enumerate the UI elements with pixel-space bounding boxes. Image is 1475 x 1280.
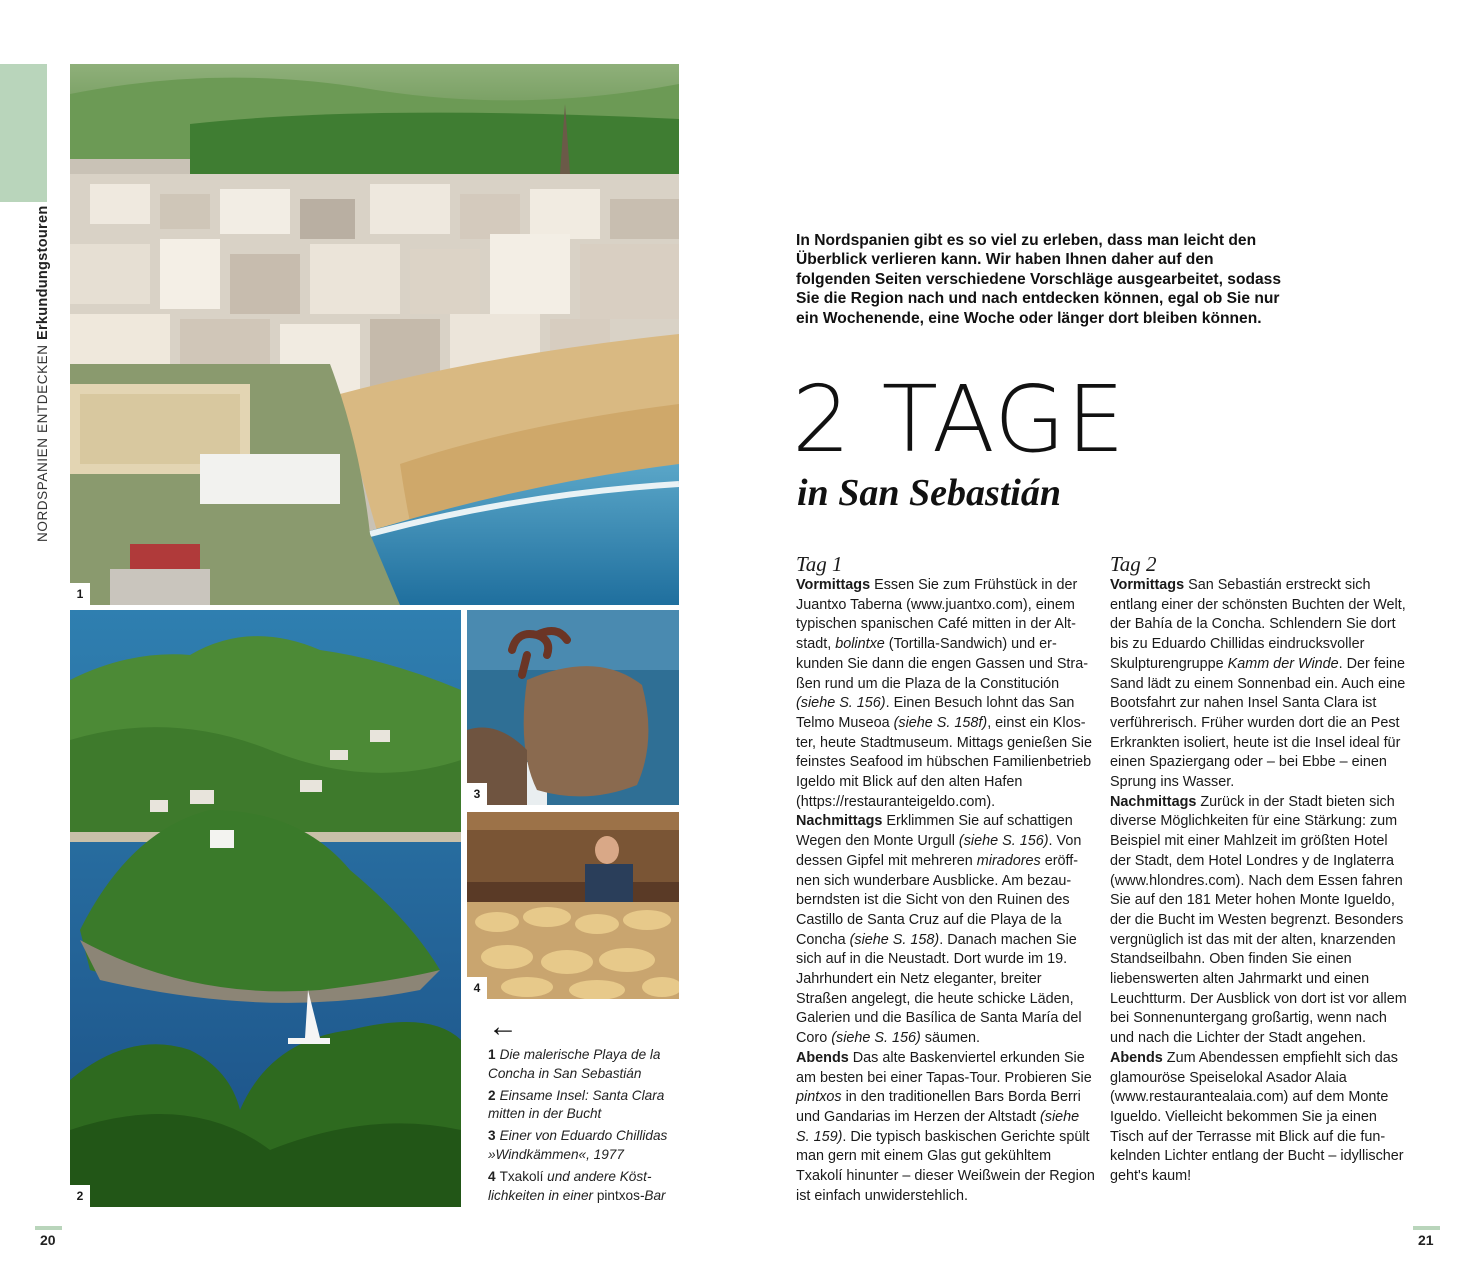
day-2-morning: Vormittags San Sebastián erstreckt sich entlang einer der schönsten Buchten der Welt, der Bahía de la Concha. Schlendern Sie dort bis zu Eduardo Chillidas eindrucksvoller Skulpturengruppe Kamm der Winde. Der feine Sand lädt zu einem Sonnenbad ein. Auch eine Bootsfahrt zur nahen Insel Santa Clara ist verführerisch. Früher wurden dort die an Pest Erkrankten isoliert, heute ist die Insel ideal für einen Spaziergang oder – bei Ebbe – einen Sprung ins Wasser. xyxy=(1110,577,1406,791)
arrow-left-icon: ← xyxy=(488,1010,518,1043)
photo-number-2: 2 xyxy=(70,1185,90,1207)
photo-santa-clara-island xyxy=(70,610,461,1207)
caption-3: 3 Einer von Eduardo Chillidas »Windkämmen«, 1977 xyxy=(488,1128,668,1162)
photo-number-3: 3 xyxy=(467,783,487,805)
photo-windkamm-sculpture xyxy=(467,610,679,805)
page-number-right: 21 xyxy=(1418,1232,1434,1248)
photo-playa-de-la-concha xyxy=(70,64,679,605)
page-number-left: 20 xyxy=(40,1232,56,1248)
page-marker-right xyxy=(1413,1226,1440,1230)
chapter-label: Erkundungstouren xyxy=(35,205,51,341)
caption-4: 4 Txakolí und andere Köstlichkeiten in einer pintxos-Bar xyxy=(488,1168,666,1203)
day-2-afternoon: Nachmittags Zurück in der Stadt bieten sich diverse Möglichkeiten für eine Stärkung: zum Beispiel mit einer Mahlzeit im größten Hotel der Stadt, dem Hotel Londres y de Inglaterra (www.hlondres.com). Nach dem Essen fahren Sie auf den 181 Meter hohen Monte Igueldo, der die Bucht im Westen begrenzt. Besonders vergnüglich ist das mit der alten, knarzenden Standseilbahn. Oben finden Sie einen liebenswerten alten Jahrmarkt und einen Leuchtturm. Der Ausblick von dort ist vor allem bei Sonnenuntergang großartig, wenn nach und nach die Lichter der Stadt angehen. xyxy=(1110,793,1407,1047)
page-marker-left xyxy=(35,1226,62,1230)
photo-number-1: 1 xyxy=(70,583,90,605)
chapter-tab xyxy=(0,64,47,202)
day-2-title: Tag 2 xyxy=(1110,552,1157,576)
day-1-title: Tag 1 xyxy=(796,552,843,576)
day-1-evening: Abends Das alte Baskenviertel erkunden Sie am besten bei einer Tapas-Tour. Probieren Sie pintxos in den traditionellen Bars Borda Berri und Gandarias im Herzen der Altstadt (siehe S. 159). Die typisch baskischen Gerichte spült man gern mit einem Glas gut gekühltem Txakolí hinunter – dieser Weißwein der Region ist einfach unwiderstehlich. xyxy=(796,1049,1095,1204)
day-1-afternoon: Nachmittags Erklimmen Sie auf schattigen Wegen den Monte Urgull (siehe S. 156). Von dessen Gipfel mit mehreren miradores eröffnen sich wunderbare Ausblicke. Am bezauberndsten ist die Sicht von den Ruinen des Castillo de Santa Cruz auf die Playa de la Concha (siehe S. 158). Danach machen Sie sich auf in die Neustadt. Dort wurde im 19. Jahrhundert ein Netz eleganter, breiter Straßen angelegt, die heute schicke Läden, Galerien und die Basílica de Santa María del Coro (siehe S. 156) säumen. xyxy=(796,813,1082,1047)
caption-1: 1 Die malerische Playa de la Concha in San Sebastián xyxy=(488,1047,661,1081)
page-subtitle: in San Sebastián xyxy=(797,472,1061,514)
photo-captions xyxy=(488,1046,684,1208)
day-2-evening: Abends Zum Abendessen empfiehlt sich das glamouröse Speiselokal Asador Alaia (www.restaurantealaia.com) auf dem Monte Igueldo. Vielleicht bekommen Sie ja einen Tisch auf der Terrasse mit Blick auf die funkelnden Lichter entlang der Bucht – idyllischer geht's kaum! xyxy=(1110,1049,1404,1185)
caption-2: 2 Einsame Insel: Santa Clara mitten in der Bucht xyxy=(488,1087,665,1122)
photo-pintxos-bar xyxy=(467,812,679,999)
day-2-column xyxy=(1110,552,1410,1187)
page-title: 2 TAGE xyxy=(792,366,1126,473)
day-1-morning: Vormittags Essen Sie zum Frühstück in der Juantxo Taberna (www.juantxo.com), einem typischen spanischen Café mitten in der Altstadt, bolintxe (Tortilla-Sandwich) und erkunden Sie dann die engen Gassen und Straßen rund um die Plaza de la Constitución (siehe S. 156). Einen Besuch lohnt das San Telmo Museoa (siehe S. 158f), einst ein Kloster, heute Stadtmuseum. Mittags genießen Sie feinstes Seafood im hübschen Familienbetrieb Igeldo mit Blick auf den alten Hafen (https://restauranteigeldo.com). xyxy=(796,577,1092,810)
photo-number-4: 4 xyxy=(467,977,487,999)
day-1-column xyxy=(796,552,1096,1207)
section-label: NORDSPANIEN ENTDECKEN xyxy=(35,344,50,542)
intro-paragraph: In Nordspanien gibt es so viel zu erleben, dass man leicht den Überblick verlieren kann. Wir haben Ihnen daher auf den folgenden Seiten verschiedene Vorschläge ausgearbeitet, sodass Sie die Region nach und nach entdecken können, egal ob Sie nur ein Wochenende, eine Woche oder länger dort bleiben können. xyxy=(796,232,1282,327)
